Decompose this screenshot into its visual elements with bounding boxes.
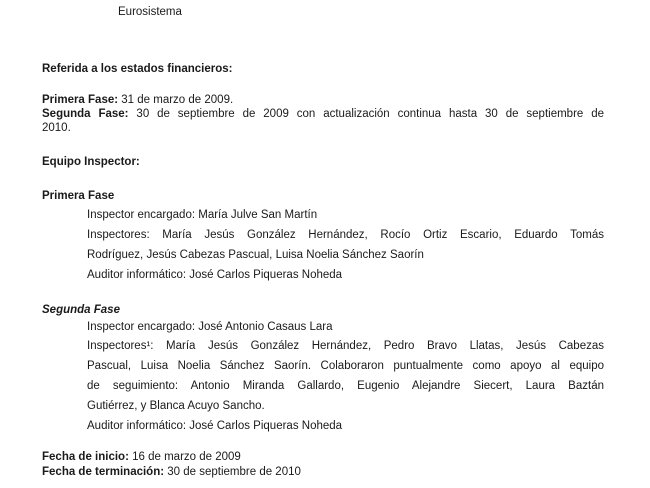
primera-inspectores-l1: Inspectores: María Jesús González Hernández, Rocío Ortiz Escario, Eduardo Tomás [87,229,604,241]
fase1-label: Primera Fase: [42,94,119,106]
fase2-text-l1: 30 de septiembre de 2009 con actualización continua hasta 30 de septiembre de [136,108,604,120]
segunda-fase-title: Segunda Fase [42,304,120,316]
fase2-line-1 [42,107,604,121]
segunda-inspectores-l4: Gutiérrez, y Blanca Acuyo Sancho. [87,400,265,412]
primera-encargado: Inspector encargado: María Julve San Martín [87,209,318,221]
segunda-auditor: Auditor informático: José Carlos Piqueras Noheda [87,420,343,432]
fase2-line-2: 2010. [42,122,71,134]
primera-auditor: Auditor informático: José Carlos Piqueras Noheda [87,269,343,281]
segunda-inspectores-l2: Pascual, Luisa Noelia Sánchez Saorín. Colaboraron puntualmente como apoyo al equipo [87,360,604,372]
referida-heading: Referida a los estados financieros: [42,63,233,75]
primera-inspectores-l2: Rodríguez, Jesús Cabezas Pascual, Luisa Noelia Sánchez Saorín [87,249,424,261]
fase2-label: Segunda Fase: [42,108,129,120]
equipo-heading: Equipo Inspector: [42,156,140,168]
segunda-inspectores-l3: de seguimiento: Antonio Miranda Gallardo, Eugenio Alejandre Siecert, Laura Baztán [87,380,604,392]
fecha-inicio-value: 16 de marzo de 2009 [132,451,241,463]
fecha-terminacion-value: 30 de septiembre de 2010 [167,466,301,478]
fecha-terminacion-label: Fecha de terminación: [42,466,165,478]
primera-fase-title: Primera Fase [42,190,115,202]
fecha-inicio-line [42,450,241,464]
segunda-encargado: Inspector encargado: José Antonio Casaus Lara [87,321,333,333]
fecha-inicio-label: Fecha de inicio: [42,451,129,463]
fecha-terminacion-line [42,465,301,479]
org-text: Eurosistema [118,6,182,18]
fase1-text: 31 de marzo de 2009. [121,94,234,106]
fase1-line [42,93,233,107]
segunda-inspectores-l1: Inspectores¹: María Jesús González Hernández, Pedro Bravo Llatas, Jesús Cabezas [87,340,604,352]
